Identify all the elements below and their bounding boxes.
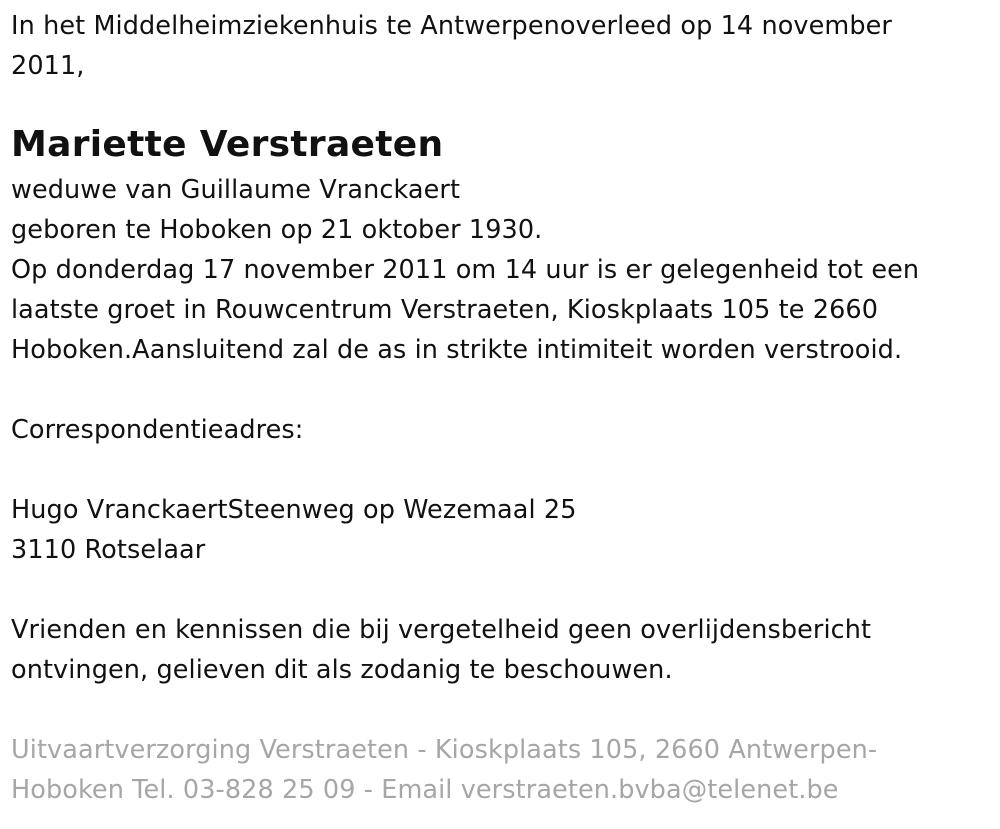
notice-block xyxy=(11,610,986,690)
spacer xyxy=(11,450,986,490)
footer-line: Hoboken Tel. 03-828 25 09 - Email verstraeten.bvba@telenet.be xyxy=(11,775,839,805)
correspondence-address xyxy=(11,490,986,570)
intro-block xyxy=(11,6,986,86)
notice-line: ontvingen, gelieven dit als zodanig te beschouwen. xyxy=(11,655,673,685)
deceased-name: Mariette Verstraeten xyxy=(11,124,444,165)
footer-line: Uitvaartverzorging Verstraeten - Kioskplaats 105, 2660 Antwerpen- xyxy=(11,735,878,765)
intro-line: 2011, xyxy=(11,51,85,81)
spacer xyxy=(11,690,986,730)
farewell-line: Hoboken.Aansluitend zal de as in strikte intimiteit worden verstrooid. xyxy=(11,335,903,365)
spacer xyxy=(11,370,986,410)
birth-line: geboren te Hoboken op 21 oktober 1930. xyxy=(11,215,543,245)
spouse-line: weduwe van Guillaume Vranckaert xyxy=(11,175,461,205)
farewell-block xyxy=(11,250,986,370)
address-line: 3110 Rotselaar xyxy=(11,535,206,565)
obituary-document xyxy=(11,6,986,810)
farewell-line: laatste groet in Rouwcentrum Verstraeten, Kioskplaats 105 te 2660 xyxy=(11,295,879,325)
intro-line: In het Middelheimziekenhuis te Antwerpenoverleed op 14 november xyxy=(11,11,892,41)
notice-line: Vrienden en kennissen die bij vergetelheid geen overlijdensbericht xyxy=(11,615,872,645)
correspondence-label: Correspondentieadres: xyxy=(11,415,304,445)
funeral-home-footer xyxy=(11,730,986,810)
farewell-line: Op donderdag 17 november 2011 om 14 uur is er gelegenheid tot een xyxy=(11,255,920,285)
spacer xyxy=(11,570,986,610)
address-line: Hugo VranckaertSteenweg op Wezemaal 25 xyxy=(11,495,577,525)
